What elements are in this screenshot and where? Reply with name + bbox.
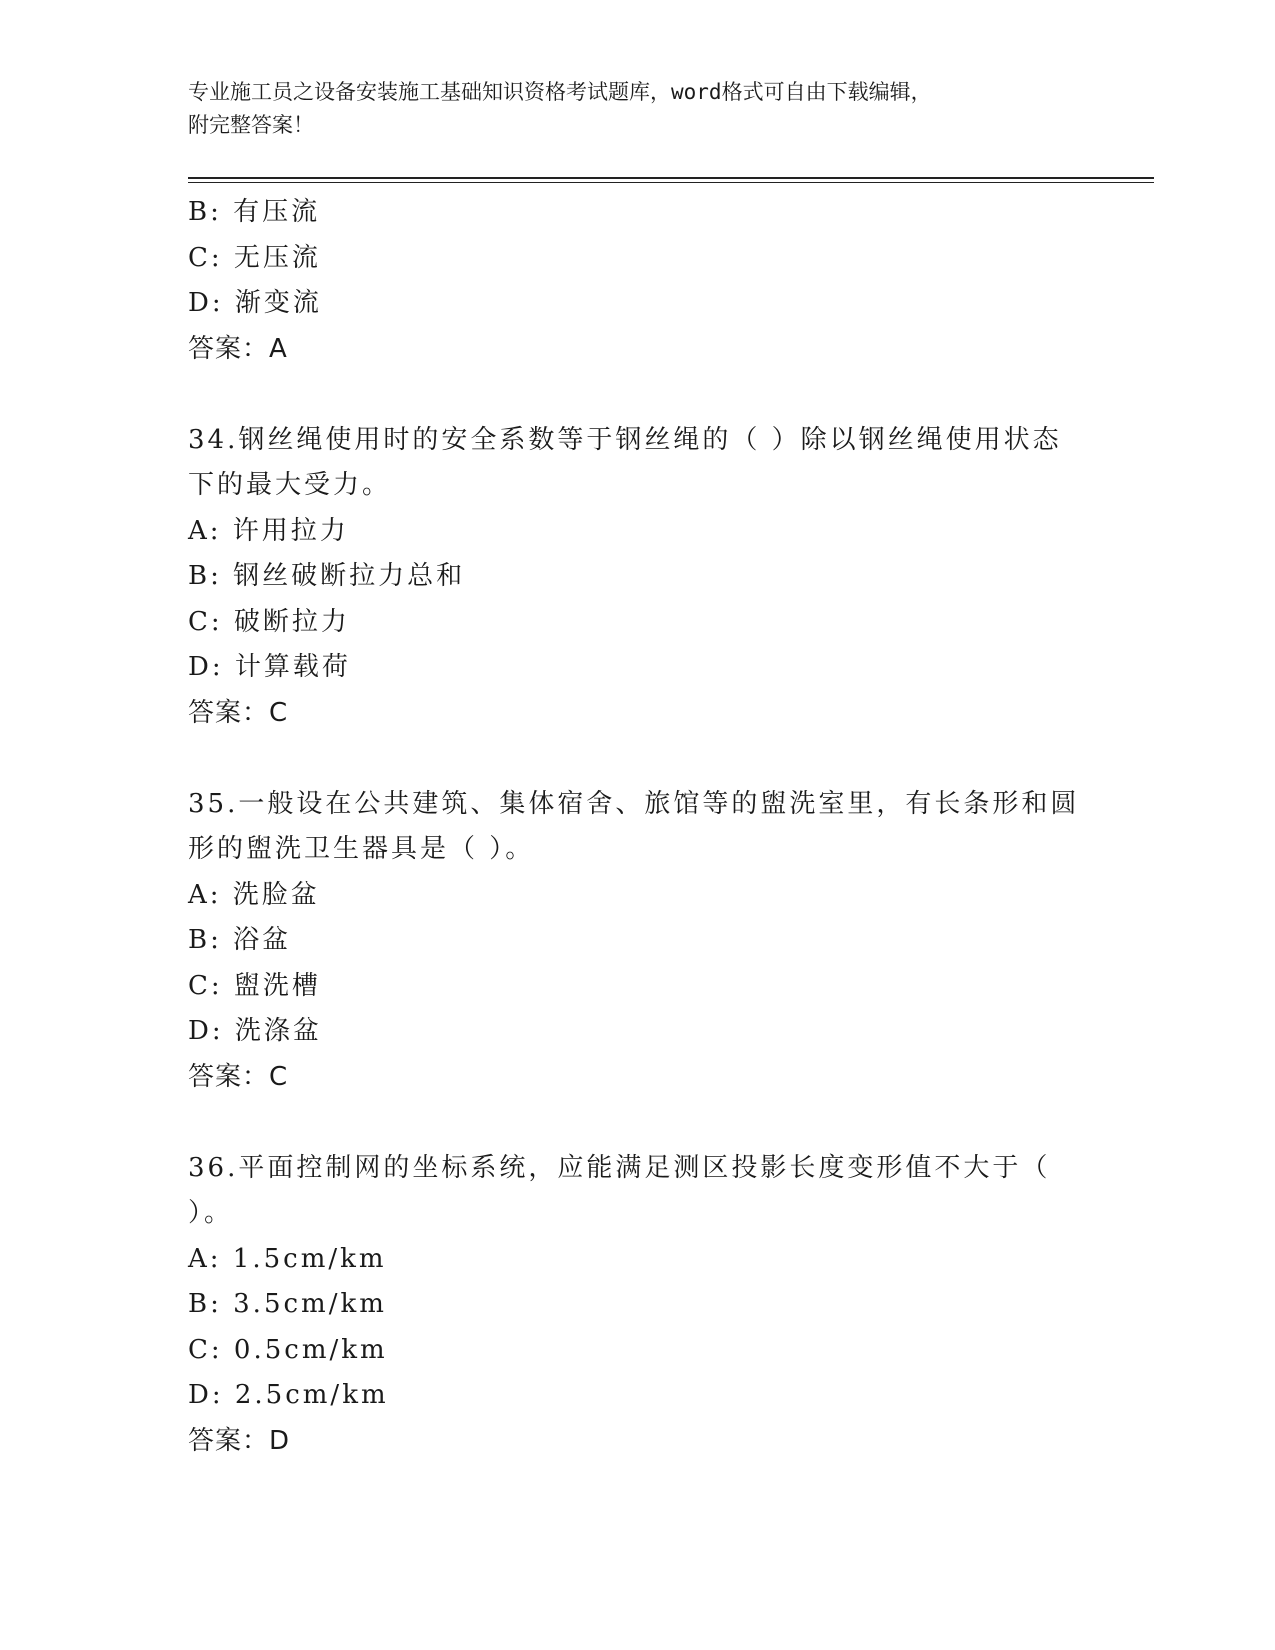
option-d: D: 渐变流 [188,288,322,318]
option-c: C: 破断拉力 [188,606,350,637]
question-34 [188,418,1088,737]
option-a: A: 1.5cm/km [188,1243,387,1274]
option-c: C: 0.5cm/km [188,1334,388,1365]
option-b: B: 钢丝破断拉力总和 [188,561,466,591]
answer-line: 答案：C [188,697,289,728]
header-divider-thin [188,182,1154,183]
page-header [188,76,1078,142]
question-stem-line: 36.平面控制网的坐标系统，应能满足测区投影长度变形值不大于（ [188,1152,1051,1183]
question-stem-line: 形的盥洗卫生器具是（ ）。 [188,834,535,864]
question-stem-line: ）。 [188,1198,234,1228]
answer-line: 答案：C [188,1061,289,1092]
question-stem-line: 下的最大受力。 [188,470,392,500]
question-stem-line: 34.钢丝绳使用时的安全系数等于钢丝绳的（ ）除以钢丝绳使用状态 [188,424,1062,455]
option-b: B: 浴盆 [188,925,292,955]
spacer [188,736,1088,782]
option-c: C: 盥洗槽 [188,970,321,1001]
question-stem-line: 35.一般设在公共建筑、集体宿舍、旅馆等的盥洗室里，有长条形和圆 [188,788,1080,819]
spacer [188,372,1088,418]
spacer [188,1100,1088,1146]
question-33-continuation [188,190,1088,372]
answer-line: 答案：A [188,333,288,364]
question-36 [188,1146,1088,1465]
question-content [188,190,1088,1464]
option-c: C: 无压流 [188,242,321,273]
answer-line: 答案：D [188,1425,291,1456]
option-b: B: 有压流 [188,197,321,227]
option-d: D: 洗涤盆 [188,1016,322,1046]
option-a: A: 许用拉力 [188,515,349,546]
header-line-1: 专业施工员之设备安装施工基础知识资格考试题库，word格式可自由下载编辑， [188,80,932,104]
option-b: B: 3.5cm/km [188,1289,387,1319]
option-a: A: 洗脸盆 [188,879,320,910]
question-35 [188,782,1088,1101]
option-d: D: 2.5cm/km [188,1380,389,1410]
option-d: D: 计算载荷 [188,652,351,682]
header-divider-thick [188,177,1154,179]
header-line-2: 附完整答案！ [188,113,314,137]
